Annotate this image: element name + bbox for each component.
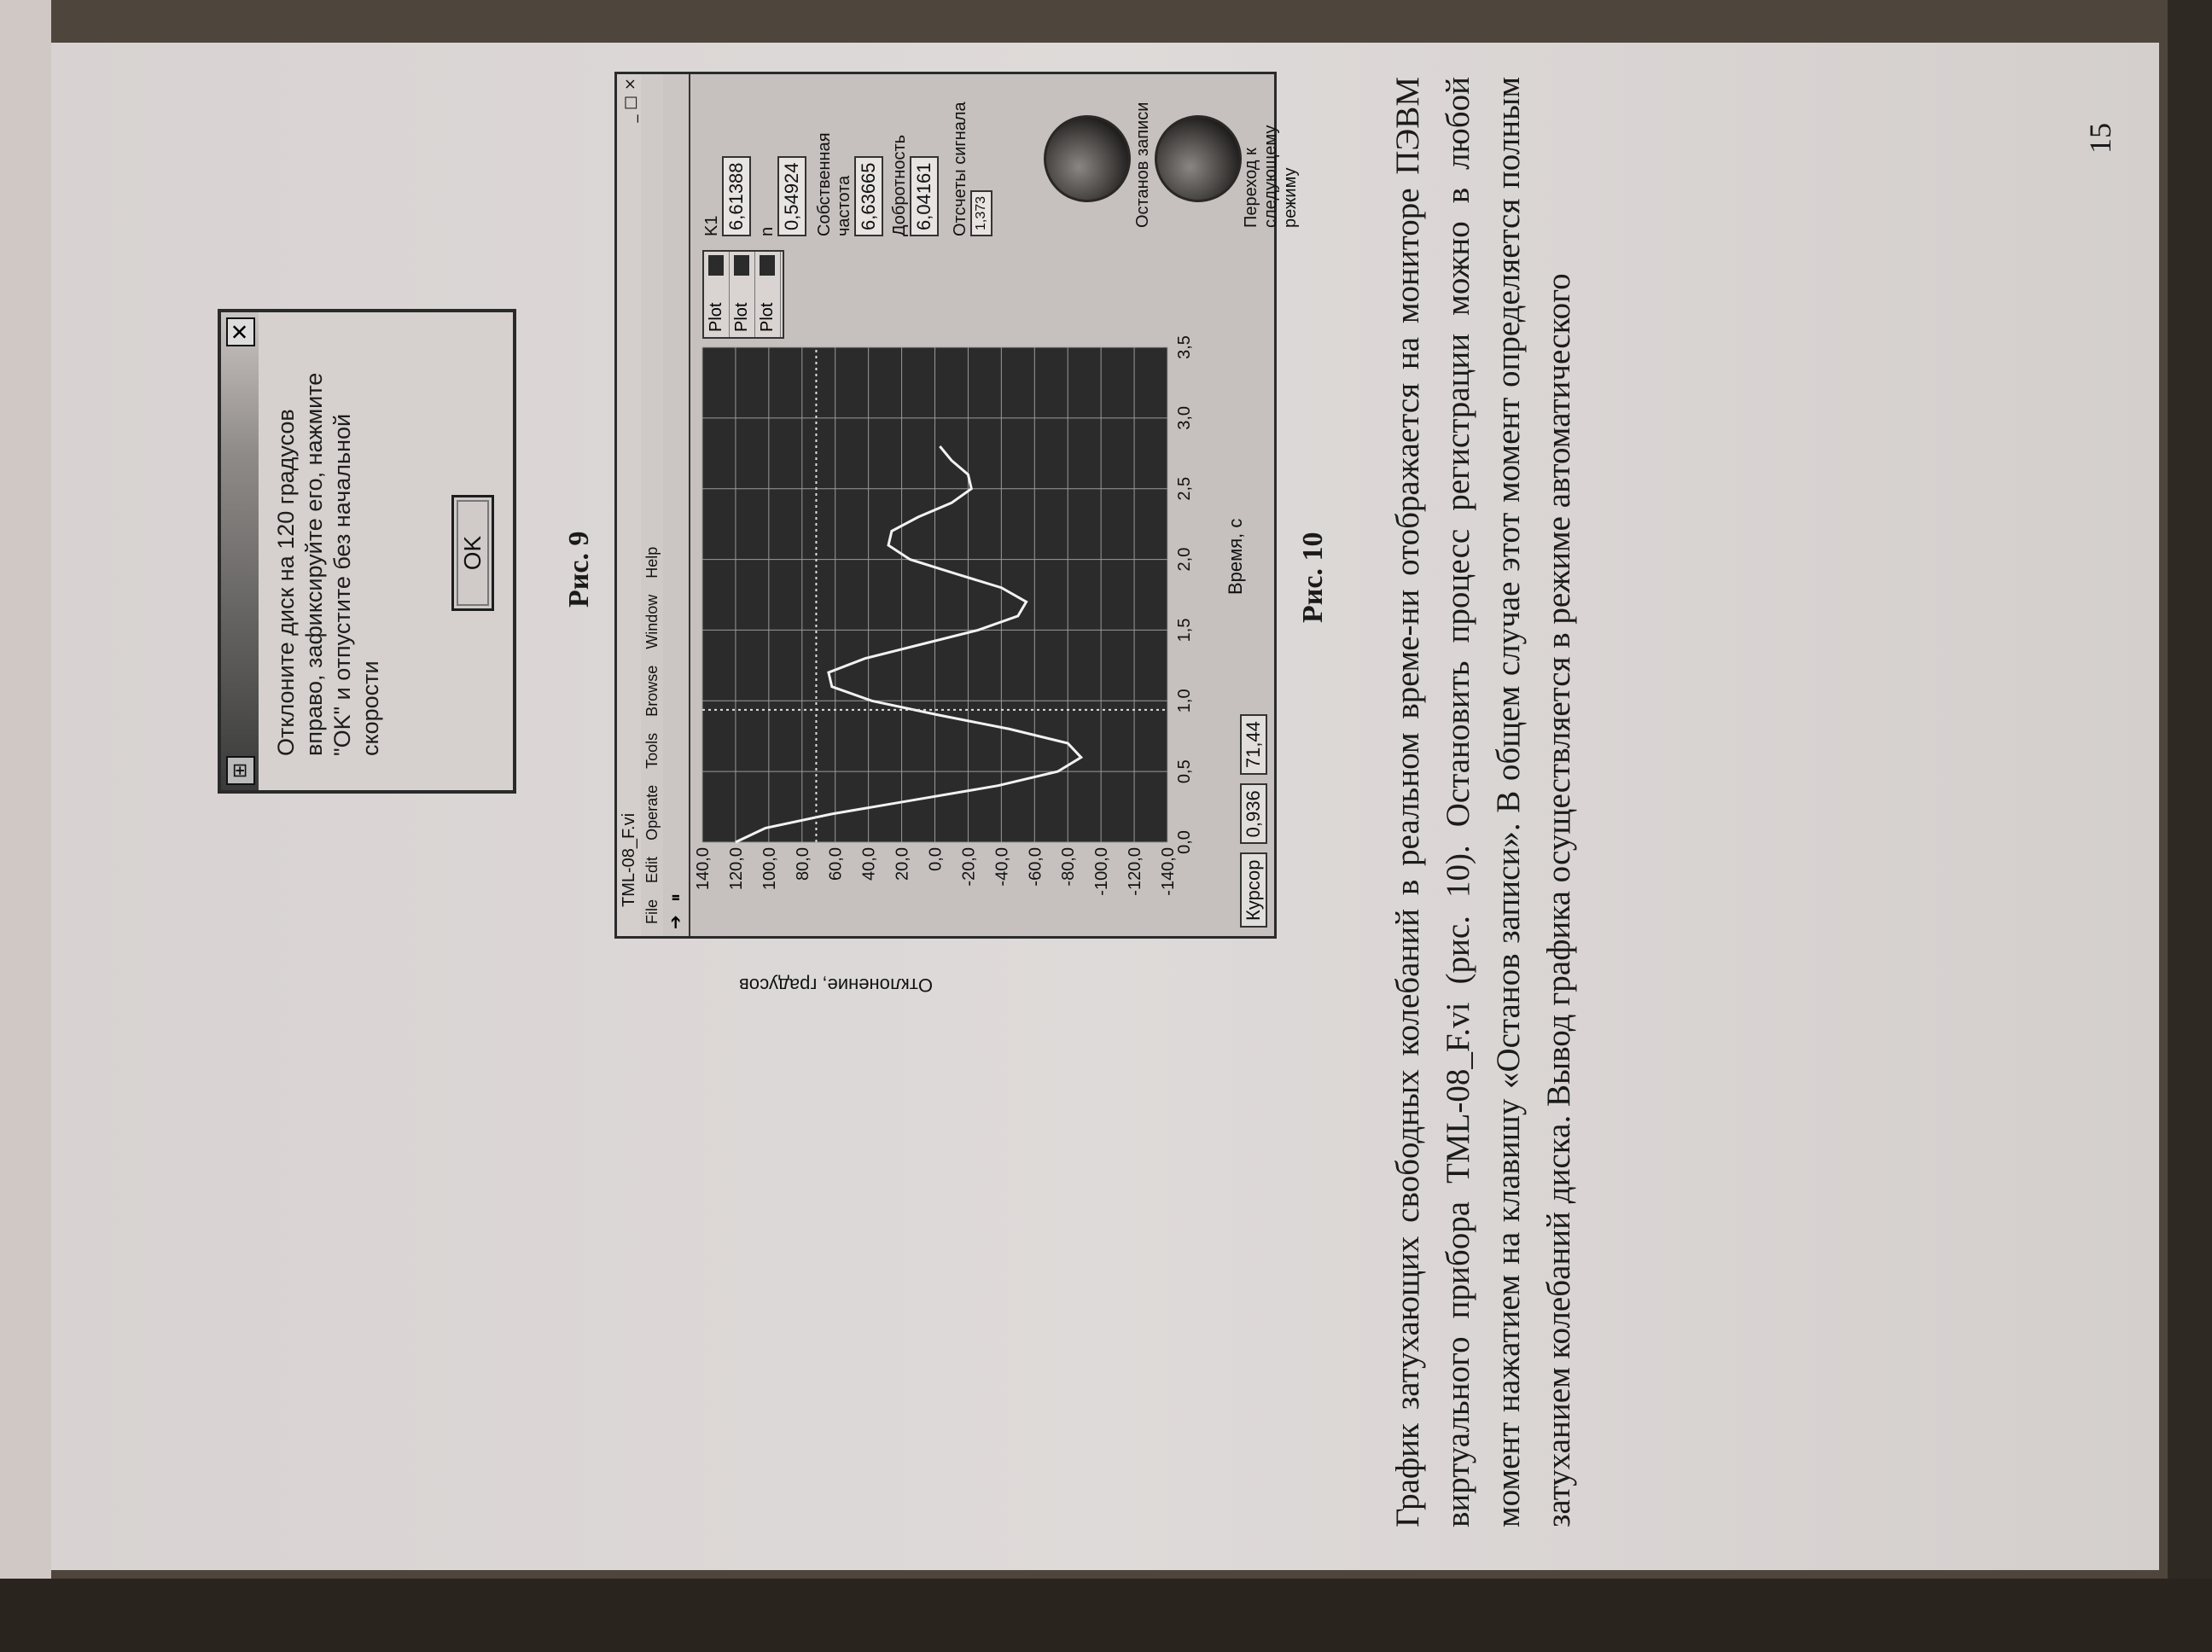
app-icon: ⊞: [226, 756, 255, 785]
cursor-readout: [1240, 711, 1266, 928]
next-mode-button[interactable]: [1155, 115, 1242, 202]
run-arrow-icon[interactable]: ➔: [665, 915, 685, 929]
k1-label: K1: [702, 215, 721, 236]
menu-tools[interactable]: Tools: [643, 732, 661, 769]
y-axis-label: Отклонение, градусов: [739, 974, 933, 996]
y-tick-label: -120,0: [1126, 847, 1145, 896]
menu-bar: [641, 74, 664, 936]
legend-item: Plot: [755, 252, 781, 337]
legend-item: Plot: [704, 252, 730, 337]
facing-page-edge: [0, 0, 51, 1652]
figure-10-caption: Рис. 10: [1297, 532, 1329, 623]
samples-label: Отсчеты сигнала: [951, 102, 969, 236]
menu-help[interactable]: Help: [643, 546, 661, 579]
figure-9-caption: Рис. 9: [563, 531, 595, 608]
next-mode-label: Переход к следующему режиму: [1242, 125, 1300, 228]
x-axis-label: Время, с: [1225, 518, 1246, 595]
y-tick-label: -60,0: [1026, 847, 1045, 887]
dialog-title-bar: [221, 312, 259, 790]
k1-value: 6,61388: [722, 156, 751, 236]
book-page: [51, 43, 2159, 1570]
labview-window: [614, 72, 1300, 996]
x-tick-label: 3,0: [1175, 405, 1194, 430]
x-tick-label: 3,5: [1175, 335, 1194, 359]
window-controls-icon[interactable]: _ □ ×: [621, 78, 639, 123]
menu-browse[interactable]: Browse: [643, 665, 661, 717]
body-paragraph: График затухающих свободных колебаний в реальном време-ни отображается на мониторе ПЭВМ виртуального прибора TML-08_F.vi (рис. 10). Остановить процесс регистрации можно в любой момент нажатием на клавишу «Останов записи». В общем случае этот момент определяется полным затуханием колебаний диска. Вывод графика осуществляется в режиме автоматического: [1389, 77, 1577, 1527]
pause-icon[interactable]: ⏸: [665, 893, 685, 902]
window-title-bar: [617, 74, 642, 936]
y-tick-label: 120,0: [726, 847, 746, 891]
freq-label: Собственная частота: [815, 132, 853, 236]
dialog-box: [218, 309, 516, 794]
y-tick-label: 60,0: [826, 847, 846, 881]
y-tick-label: -140,0: [1159, 847, 1178, 896]
cursor-x-value: 0,936: [1240, 783, 1267, 844]
n-label: n: [758, 226, 777, 236]
x-tick-label: 2,5: [1175, 476, 1194, 501]
y-tick-label: -100,0: [1092, 847, 1112, 896]
results-panel: [702, 87, 1300, 236]
oscillation-chart: [694, 335, 1223, 919]
cursor-y-value: 71,44: [1240, 714, 1267, 775]
page-number: 15: [2083, 123, 2117, 154]
page-content-rotated: [51, 43, 2159, 1570]
y-tick-label: 80,0: [793, 847, 812, 881]
ok-button[interactable]: OK: [451, 495, 494, 611]
n-value: 0,54924: [777, 156, 806, 236]
stop-record-label: Останов записи: [1133, 102, 1152, 228]
cursor-label: Курсор: [1240, 852, 1267, 928]
y-tick-label: -20,0: [959, 847, 979, 887]
q-label: Добротность: [890, 134, 909, 236]
y-tick-label: 0,0: [926, 847, 946, 871]
freq-value: 6,63665: [854, 156, 883, 236]
x-tick-label: 1,5: [1175, 618, 1194, 643]
x-tick-label: 2,0: [1175, 547, 1194, 572]
x-tick-label: 0,5: [1175, 759, 1194, 784]
y-tick-label: -80,0: [1059, 847, 1079, 887]
window-title: TML-08_F.vi: [620, 812, 638, 907]
y-tick-label: 100,0: [760, 847, 779, 891]
toolbar: [663, 74, 690, 936]
x-tick-label: 1,0: [1175, 689, 1194, 713]
plot-legend: [702, 250, 784, 339]
menu-window[interactable]: Window: [643, 594, 661, 649]
menu-file[interactable]: File: [643, 899, 661, 924]
close-icon[interactable]: ✕: [226, 317, 255, 346]
y-tick-label: 140,0: [694, 847, 713, 891]
y-tick-label: 40,0: [859, 847, 879, 881]
dialog-message: Отклоните диск на 120 градусов вправо, зафиксируйте его, нажмите "OK" и отпустите без начальной скорости: [273, 372, 383, 756]
q-value: 6,04161: [910, 156, 939, 236]
x-tick-label: 0,0: [1175, 830, 1194, 854]
y-tick-label: 20,0: [893, 847, 912, 881]
y-tick-label: -40,0: [992, 847, 1012, 887]
background-shadow: [2168, 0, 2212, 1652]
legend-item: Plot: [730, 252, 755, 337]
menu-edit[interactable]: Edit: [643, 856, 661, 883]
background-shadow-bottom: [0, 1579, 2212, 1652]
stop-record-button[interactable]: [1044, 115, 1131, 202]
samples-value: 1,373: [970, 190, 992, 236]
menu-operate[interactable]: Operate: [643, 784, 661, 841]
